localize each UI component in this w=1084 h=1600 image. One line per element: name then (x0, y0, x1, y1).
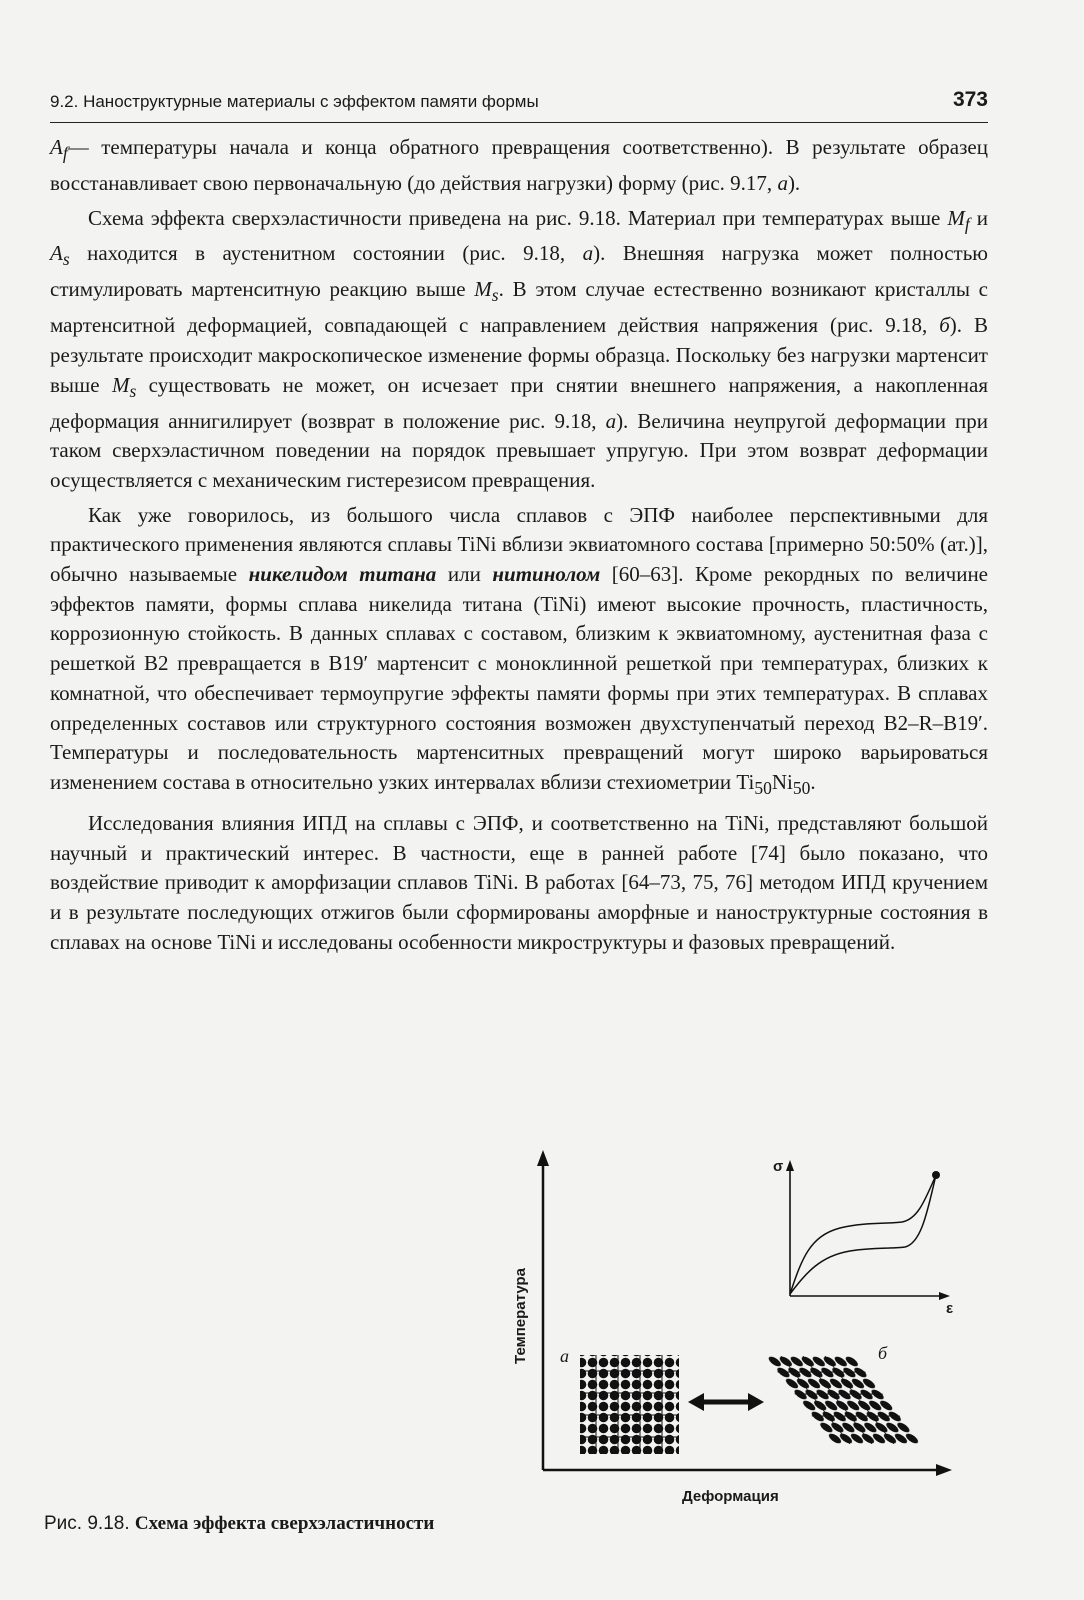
inset-y-label: σ (773, 1158, 784, 1175)
x-axis-arrow (936, 1464, 952, 1476)
caption-title: Схема эффекта сверхэластичности (134, 1513, 435, 1534)
x-axis-label: Деформация (682, 1488, 779, 1505)
lattice-b (765, 1356, 922, 1444)
caption-prefix: Рис. 9.18. (44, 1513, 130, 1534)
figure-caption (44, 1513, 434, 1535)
arrow-right-head (748, 1393, 764, 1411)
body-text (50, 133, 988, 962)
superelasticity-diagram (510, 1148, 970, 1508)
arrow-left-head (688, 1393, 704, 1411)
y-axis-arrow (537, 1150, 549, 1166)
unloading-curve (790, 1175, 936, 1294)
inset-x-label: ε (946, 1300, 954, 1317)
paragraph-4: Исследования влияния ИПД на сплавы с ЭПФ, и соответственно на TiNi, представляют большой научный и практический интерес. В частности, еще в ранней работе [74] было показано, что воздействие приводит к аморфизации сплавов TiNi. В работах [64–73, 75, 76] методом ИПД кручением и в результате последующих отжигов были сформированы аморфные и наноструктурные состояния в сплавах на основе TiNi и исследованы особенности микроструктуры и фазовых превращений. (50, 810, 988, 954)
section-title: 9.2. Наноструктурные материалы с эффектом памяти формы (50, 92, 539, 111)
paragraph-2: Схема эффекта сверхэластичности приведена на рис. 9.18. Материал при температурах выше $M_f$ и $A_s$ находится в аустенитном состоянии (рис. 9.18, а). Внешняя нагрузка может полностью стимулировать мартенситную реакцию выше $M_s$. В этом случае естественно возникают кристаллы с мартенситной деформацией, совпадающей с направлением действия напряжения (рис. 9.18, б). В результате происходит макроскопическое изменение формы образца. Поскольку без нагрузки мартенсит выше $M_s$ существовать не может, он исчезает при снятии внешнего напряжения, а накопленная деформация аннигилирует (возврат в положение рис. 9.18, а). Величина неупругой деформации при таком сверхэластичном поведении на порядок превышает упругую. При этом возврат деформации осуществляется с механическим гистерезисом превращения. (50, 205, 989, 492)
y-axis-label: Температура (512, 1268, 529, 1364)
paragraph-1: $A_f—$ температуры начала и конца обратного превращения соответственно). В результате образец восстанавливает свою первоначальную (до действия нагрузки) форму (рис. 9.17, а). (50, 135, 988, 195)
figure-9-18 (510, 1148, 970, 1513)
label-b: б (878, 1343, 888, 1363)
inset-y-arrow (786, 1160, 794, 1171)
label-a: а (560, 1346, 569, 1366)
paragraph-3: Как уже говорилось, из большого числа сплавов с ЭПФ наиболее перспективными для практического применения являются сплавы TiNi вблизи эквиатомного состава [примерно 50:50% (ат.)], обычно называемые никелидом титана или нитинолом [60–63]. Кроме рекордных по величине эффектов памяти, формы сплава никелида титана (TiNi) имеют высокие прочность, пластичность, коррозионную стойкость. В данных сплавах с составом, близким к эквиатомному, аустенитная фаза с решеткой B2 превращается в B19′ мартенсит с моноклинной решеткой при температурах, близких к комнатной, что обеспечивает термоупругие эффекты памяти формы при этих температурах. В сплавах определенных составов или структурного состояния возможен двухступенчатый переход B2–R–B19′. Температуры и последовательность мартенситных превращений могут широко варьироваться изменением состава в относительно узких интервалах вблизи стехиометрии $Ti_{50}Ni_{50}$. (50, 502, 989, 799)
running-header (50, 88, 988, 123)
page-number: 373 (952, 88, 988, 111)
curve-end-point (932, 1171, 940, 1179)
inset-x-arrow (939, 1292, 950, 1300)
loading-curve (790, 1175, 936, 1294)
lattice-a (580, 1355, 679, 1454)
